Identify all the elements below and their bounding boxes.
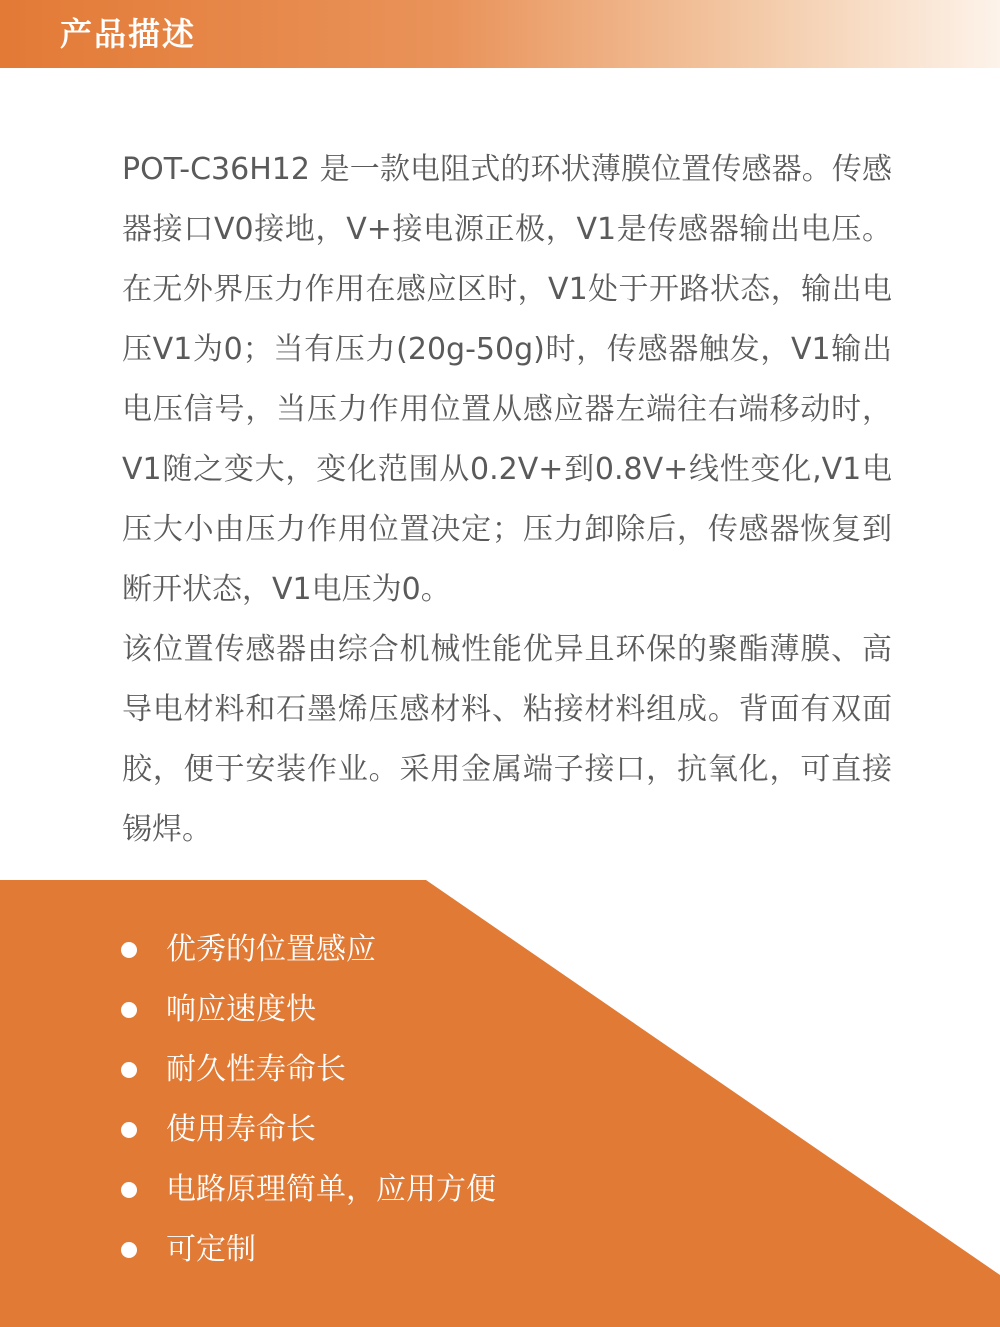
feature-item [120, 1220, 496, 1280]
bullet-icon [121, 1122, 137, 1138]
header-bar [0, 0, 1000, 68]
description-paragraph: POT-C36H12 是一款电阻式的环状薄膜位置传感器。传感器接口V0接地，V+接电源正极，V1是传感器输出电压。在无外界压力作用在感应区时，V1处于开路状态，输出电压V1为0；当有压力(20g-50g)时，传感器触发，V1输出电压信号，当压力作用位置从感应器左端往右端移动时，V1随之变大，变化范围从0.2V+到0.8V+线性变化,V1电压大小由压力作用位置决定；压力卸除后，传感器恢复到断开状态，V1电压为0。 [122, 152, 892, 607]
bullet-icon [121, 1062, 137, 1078]
feature-list [120, 920, 496, 1280]
bullet-icon [121, 942, 137, 958]
bullet-icon [121, 1242, 137, 1258]
feature-label: 电路原理简单，应用方便 [166, 1172, 496, 1207]
page-title: 产品描述 [60, 15, 197, 53]
feature-item [120, 980, 496, 1040]
feature-item [120, 920, 496, 980]
description-paragraph: 该位置传感器由综合机械性能优异且环保的聚酯薄膜、高导电材料和石墨烯压感材料、粘接材料组成。背面有双面胶，便于安装作业。采用金属端子接口，抗氧化，可直接锡焊。 [122, 632, 892, 847]
bullet-icon [121, 1002, 137, 1018]
bullet-icon [121, 1182, 137, 1198]
feature-item [120, 1160, 496, 1220]
feature-label: 可定制 [166, 1232, 256, 1267]
feature-label: 耐久性寿命长 [166, 1052, 346, 1087]
feature-label: 响应速度快 [166, 992, 316, 1027]
product-description [122, 140, 892, 860]
feature-item [120, 1100, 496, 1160]
feature-item [120, 1040, 496, 1100]
feature-label: 使用寿命长 [166, 1112, 316, 1147]
feature-label: 优秀的位置感应 [166, 932, 376, 967]
